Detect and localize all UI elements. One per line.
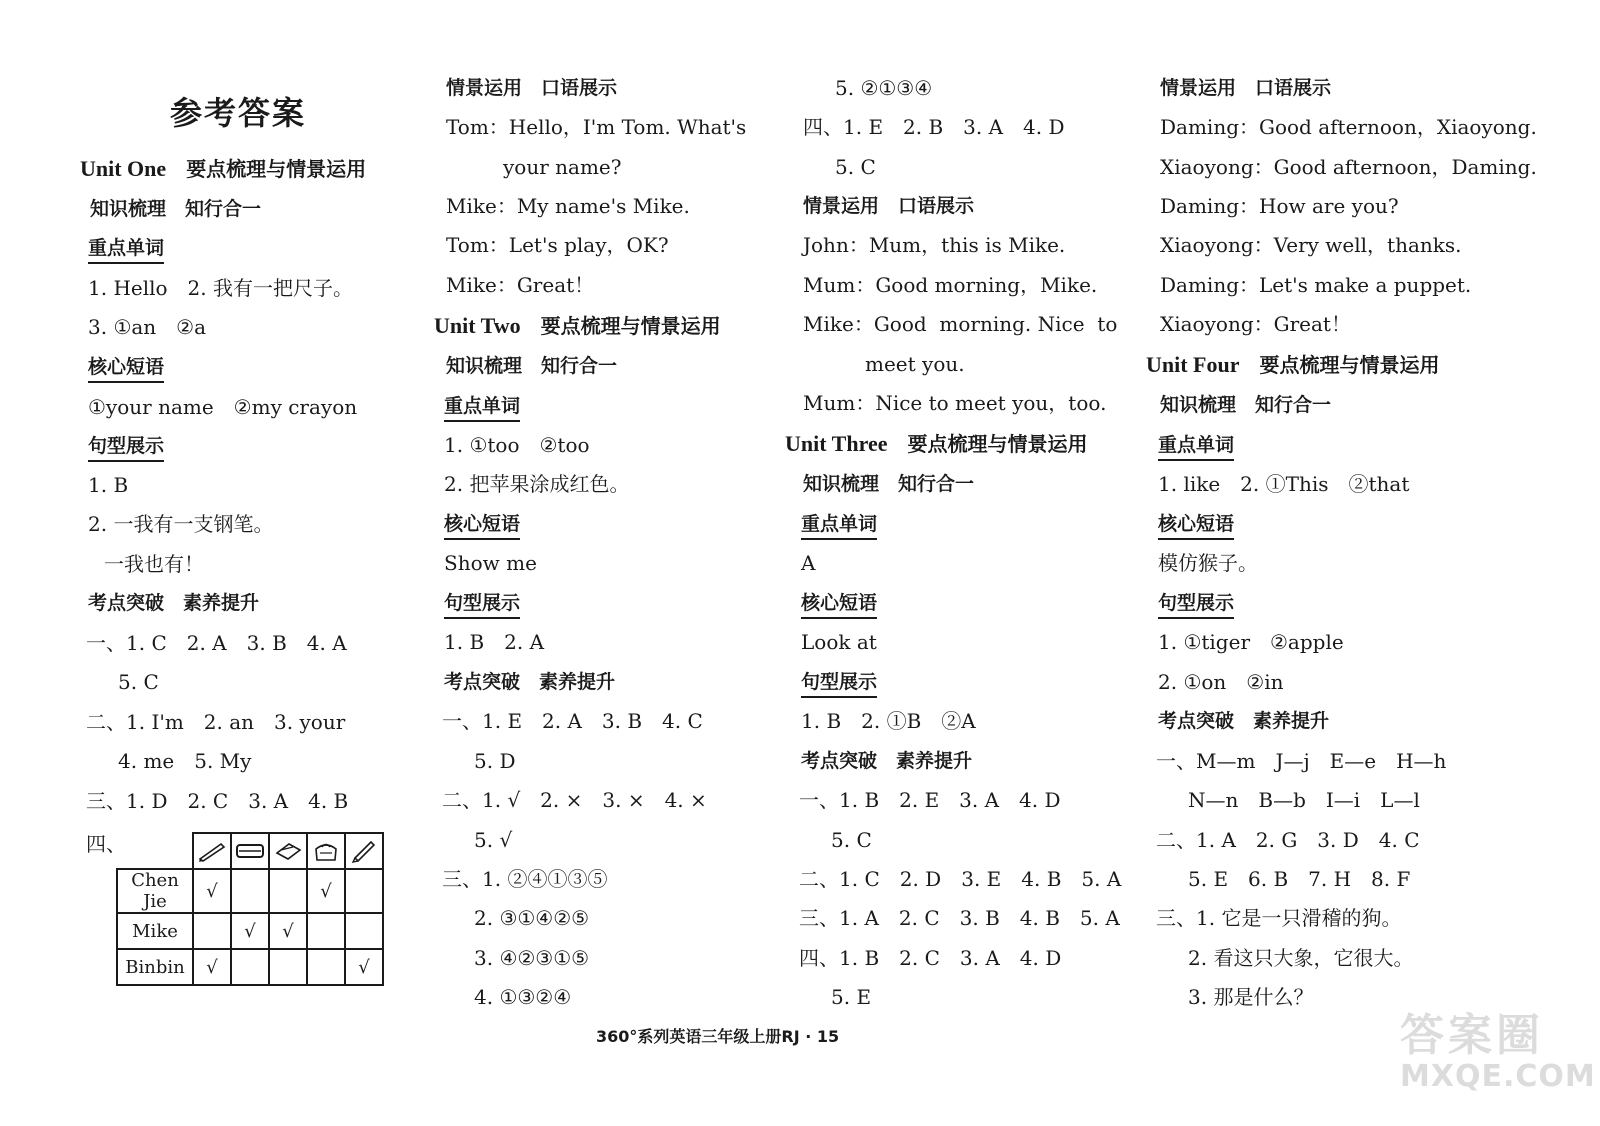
answer-line: 一、1. C 2. A 3. B 4. A [86, 631, 347, 655]
answer-line: 二、1. A 2. G 3. D 4. C [1156, 828, 1420, 852]
section-heading: 知识梳理 知行合一 [446, 355, 618, 377]
section-heading: 考点突破 素养提升 [801, 750, 973, 772]
answer-line: 5. √ [474, 828, 513, 852]
answer-line: your name? [503, 155, 622, 179]
table-check-cell [269, 949, 307, 985]
answer-line: Show me [444, 551, 537, 575]
section-heading: 知识梳理 知行合一 [90, 198, 262, 220]
table-check-cell [307, 949, 345, 985]
answer-line: 三、1. D 2. C 3. A 4. B [86, 789, 349, 813]
answer-line: 2. 一我有一支钢笔。 [88, 512, 274, 536]
pen-icon [345, 833, 383, 869]
answer-line: 5. ②①③④ [835, 76, 933, 100]
section-heading: 重点单词 [88, 235, 164, 264]
answer-line: Daming：Good afternoon，Xiaoyong. [1160, 115, 1537, 139]
table-row [117, 949, 383, 985]
section-heading: 句型展示 [444, 590, 520, 619]
table-corner-cell [117, 833, 193, 869]
section-heading: 句型展示 [1158, 590, 1234, 619]
section-heading: 考点突破 素养提升 [88, 592, 260, 614]
unit-title: Unit Three [785, 431, 888, 456]
unit-heading [80, 156, 366, 182]
table-question-label: 四、 [86, 832, 126, 856]
answer-line: Look at [801, 630, 877, 654]
table-check-cell [231, 869, 269, 913]
answer-line: 四、1. B 2. C 3. A 4. D [799, 946, 1062, 970]
answer-line: Mum：Good morning，Mike. [803, 273, 1098, 297]
unit-heading [785, 431, 1087, 457]
answer-line: 一我也有！ [104, 552, 204, 576]
table-check-cell: √ [193, 949, 231, 985]
section-heading: 情景运用 口语展示 [1160, 77, 1332, 99]
table-check-cell [345, 869, 383, 913]
answer-line: Xiaoyong：Very well，thanks. [1160, 233, 1462, 257]
table-check-cell [193, 913, 231, 949]
page-footer: 360°系列英语三年级上册RJ · 15 [596, 1027, 840, 1046]
section-heading: 知识梳理 知行合一 [1160, 394, 1332, 416]
answer-line: 一、1. E 2. A 3. B 4. C [442, 709, 703, 733]
answer-line: Mike：Good morning. Nice to [803, 312, 1118, 336]
table-check-cell: √ [345, 949, 383, 985]
table-check-cell [231, 949, 269, 985]
table-check-cell [345, 913, 383, 949]
answer-line: 三、1. ②④①③⑤ [442, 867, 608, 891]
table-check-cell: √ [231, 913, 269, 949]
answer-line: 4. me 5. My [118, 749, 252, 773]
unit-title: Unit One [80, 156, 167, 181]
answer-line: 2. 看这只大象，它很大。 [1188, 946, 1414, 970]
answer-line: meet you. [865, 352, 965, 376]
section-heading: 情景运用 口语展示 [446, 77, 618, 99]
page-title: 参考答案 [170, 94, 307, 132]
eraser-icon [269, 833, 307, 869]
table-row-name: Binbin [117, 949, 193, 985]
section-heading: 核心短语 [801, 590, 877, 619]
answer-line: 一、1. B 2. E 3. A 4. D [799, 788, 1061, 812]
answer-line: 4. ①③②④ [474, 985, 572, 1009]
answer-line: 一、M—m J—j E—e H—h [1156, 749, 1447, 773]
answer-line: 四、1. E 2. B 3. A 4. D [803, 115, 1065, 139]
table-row [117, 869, 383, 913]
unit-heading [434, 313, 721, 339]
watermark [1400, 1012, 1596, 1093]
answer-line: 5. C [118, 670, 159, 694]
answer-line: Xiaoyong：Good afternoon，Daming. [1160, 155, 1537, 179]
answer-line: ①your name ②my crayon [88, 395, 358, 419]
answer-line: A [801, 551, 816, 575]
answer-line: 3. ①an ②a [88, 315, 207, 339]
answer-line: 2. 把苹果涂成红色。 [444, 472, 630, 496]
answer-line: 5. C [831, 828, 872, 852]
answer-line: 1. B 2. ①B ②A [801, 709, 976, 733]
unit-heading [1146, 352, 1440, 378]
section-heading: 句型展示 [801, 669, 877, 698]
unit-title: Unit Four [1146, 352, 1240, 377]
section-heading: 重点单词 [444, 393, 520, 422]
unit-subtitle: 要点梳理与情景运用 [186, 157, 367, 181]
answer-line: 5. D [474, 749, 516, 773]
answer-line: Xiaoyong：Great！ [1160, 312, 1351, 336]
answer-line: 5. E 6. B 7. H 8. F [1188, 867, 1411, 891]
answer-line: 1. B 2. A [444, 630, 545, 654]
section-heading: 核心短语 [1158, 511, 1234, 540]
table-header-row [117, 833, 383, 869]
answer-line: 2. ③①④②⑤ [474, 906, 590, 930]
table-check-cell: √ [269, 913, 307, 949]
table-check-cell: √ [307, 869, 345, 913]
table-check-cell: √ [193, 869, 231, 913]
answer-line: 1. B [88, 473, 129, 497]
answer-line: 二、1. I'm 2. an 3. your [86, 710, 346, 734]
answer-line: N—n B—b I—i L—l [1188, 788, 1420, 812]
unit-subtitle: 要点梳理与情景运用 [907, 432, 1088, 456]
answer-line: Daming：How are you? [1160, 194, 1399, 218]
answer-line: 3. ④②③①⑤ [474, 946, 590, 970]
answer-line: 1. Hello 2. 我有一把尺子。 [88, 276, 353, 300]
answer-line: Daming：Let's make a puppet. [1160, 273, 1472, 297]
answer-line: Mum：Nice to meet you，too. [803, 391, 1107, 415]
answer-line: Mike：My name's Mike. [446, 194, 690, 218]
answer-line: Tom：Let's play，OK? [446, 233, 669, 257]
answer-line: Tom：Hello，I'm Tom. What's [446, 115, 747, 139]
watermark-line2: MXQE.COM [1400, 1059, 1596, 1095]
pencil-box-icon [231, 833, 269, 869]
answer-line: 1. ①too ②too [444, 433, 590, 457]
section-heading: 情景运用 口语展示 [803, 195, 975, 217]
stationery-table [116, 832, 384, 986]
section-heading: 重点单词 [801, 511, 877, 540]
answer-line: John：Mum，this is Mike. [803, 233, 1066, 257]
answer-line: 二、1. √ 2. × 3. × 4. × [442, 788, 707, 812]
answer-line: 三、1. A 2. C 3. B 4. B 5. A [799, 906, 1120, 930]
unit-subtitle: 要点梳理与情景运用 [540, 314, 721, 338]
unit-title: Unit Two [434, 313, 521, 338]
watermark-line1: 答案圈 [1400, 1010, 1544, 1061]
section-heading: 考点突破 素养提升 [444, 671, 616, 693]
table-check-cell [307, 913, 345, 949]
section-heading: 核心短语 [88, 354, 164, 383]
table-row-name: Mike [117, 913, 193, 949]
answer-line: 5. E [831, 985, 872, 1009]
section-heading: 句型展示 [88, 433, 164, 462]
section-heading: 重点单词 [1158, 432, 1234, 461]
table-check-cell [269, 869, 307, 913]
section-heading: 考点突破 素养提升 [1158, 710, 1330, 732]
section-heading: 核心短语 [444, 511, 520, 540]
answer-line: 2. ①on ②in [1158, 670, 1284, 694]
bag-icon [307, 833, 345, 869]
answer-line: 三、1. 它是一只滑稽的狗。 [1156, 906, 1402, 930]
answer-line: 1. like 2. ①This ②that [1158, 472, 1410, 496]
answer-line: 模仿猴子。 [1158, 551, 1258, 575]
answer-line: 3. 那是什么？ [1188, 985, 1314, 1009]
section-heading: 知识梳理 知行合一 [803, 473, 975, 495]
answer-line: 5. C [835, 155, 876, 179]
unit-subtitle: 要点梳理与情景运用 [1259, 353, 1440, 377]
pencil-icon [193, 833, 231, 869]
table-row [117, 913, 383, 949]
answer-line: Mike：Great！ [446, 273, 595, 297]
answer-line: 二、1. C 2. D 3. E 4. B 5. A [799, 867, 1122, 891]
table-row-name: Chen Jie [117, 869, 193, 913]
answer-line: 1. ①tiger ②apple [1158, 630, 1344, 654]
